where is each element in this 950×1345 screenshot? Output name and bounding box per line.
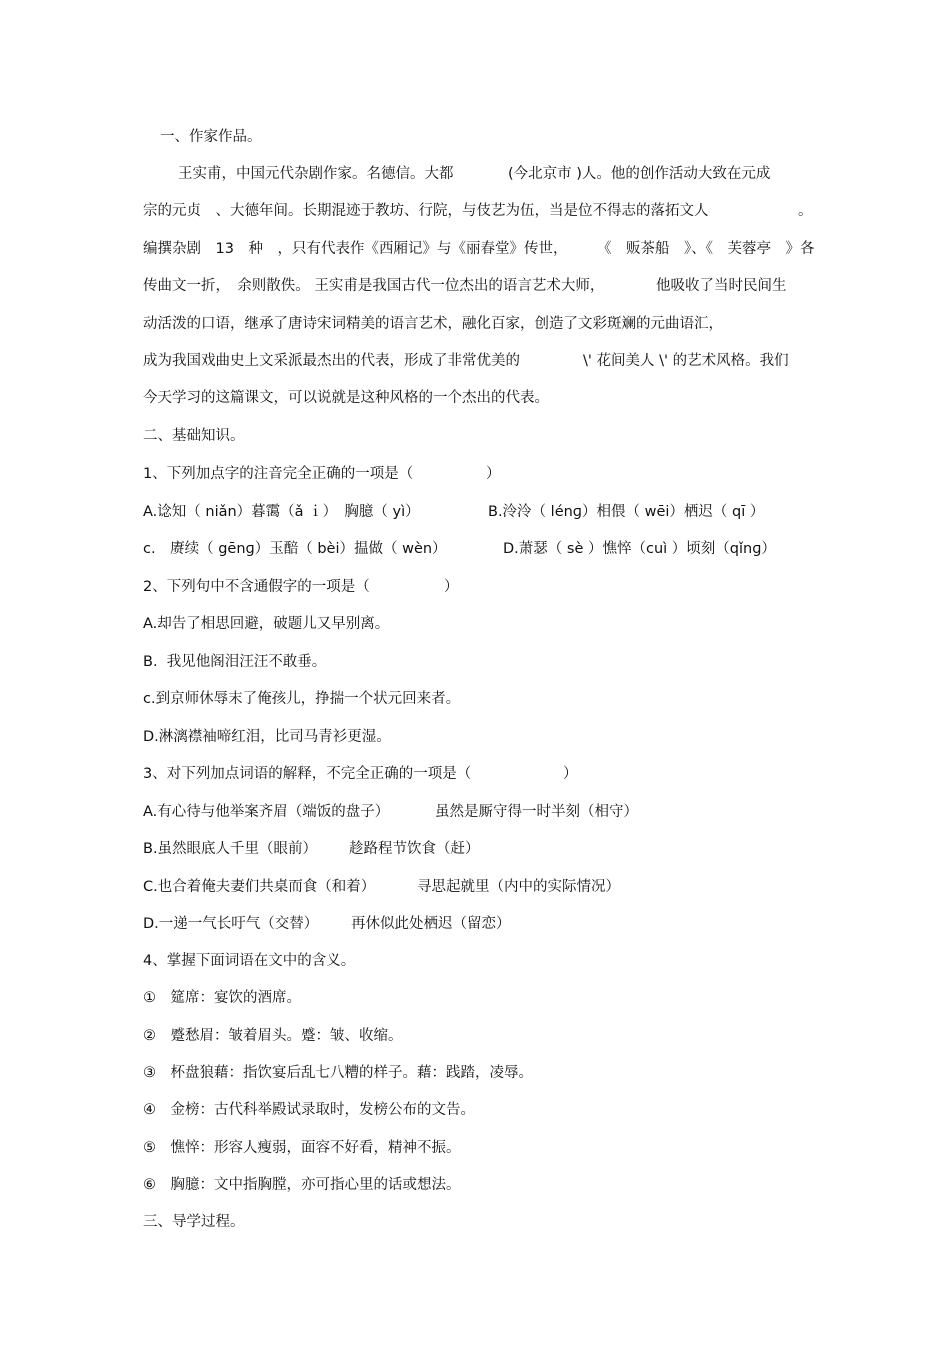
bio-text: 传曲文一折， 余则散佚。 王实甫是我国古代一位杰出的语言艺术大师， (143, 278, 605, 294)
option-a: A.却告了相思回避，破题儿又早别离。 (143, 616, 390, 632)
bio-text: 。 (798, 203, 813, 219)
bio-text: 宗的元贞 、大德年间。长期混迹于教坊、行院，与伎艺为伍，当是位不得志的落拓文人 (143, 203, 709, 219)
vocab-item: ⑤ 憔悴：形容人瘦弱，面容不好看，精神不振。 (143, 1140, 461, 1156)
vocab-item: ① 筵席：宴饮的酒席。 (143, 990, 301, 1006)
option-b: B.泠泠（ lénɡ）相偎（ wēi）栖迟（ qī ） (488, 504, 765, 520)
option-d: D.萧瑟（ sè ）憔悴（cuì ）顷刻（qǐnɡ） (503, 541, 776, 557)
vocab-item: ③ 杯盘狼藉：指饮宴后乱七八糟的样子。藉：践踏，凌辱。 (143, 1065, 533, 1081)
answer-paren: ） (444, 579, 459, 595)
option-a-second: 虽然是厮守得一时半刻（相守） (435, 804, 638, 820)
question-stem: 2、下列句中不含通假字的一项是（ (143, 579, 370, 595)
option-c: C.也合着俺夫妻们共桌而食（和着） (143, 879, 376, 895)
vocab-item: ② 蹙愁眉：皱着眉头。蹙：皱、收缩。 (143, 1028, 403, 1044)
option-d: D.淋漓襟袖啼红泪，比司马青衫更湿。 (143, 729, 391, 745)
bio-text: 成为我国戏曲史上文采派最杰出的代表，形成了非常优美的 (143, 353, 520, 369)
option-a: A.有心待与他举案齐眉（端饭的盘子） (143, 804, 390, 820)
bio-text: 今天学习的这篇课文，可以说就是这种风格的一个杰出的代表。 (143, 390, 549, 406)
question-stem: 3、对下列加点词语的解释，不完全正确的一项是（ (143, 766, 472, 782)
option-b-second: 趁路程节饮食（赶） (349, 841, 480, 857)
option-c-second: 寻思起就里（内中的实际情况） (417, 879, 620, 895)
answer-paren: ） (486, 466, 501, 482)
bio-text: (今北京市 )人。他的创作活动大致在元成 (508, 166, 771, 182)
bio-text: \' 花间美人 \' 的艺术风格。我们 (583, 353, 789, 369)
answer-paren: ） (563, 766, 578, 782)
option-d-second: 再休似此处栖迟（留恋） (351, 916, 511, 932)
bio-text: 王实甫，中国元代杂剧作家。名德信。大都 (178, 166, 454, 182)
vocab-item: ④ 金榜：古代科举殿试录取时，发榜公布的文告。 (143, 1102, 475, 1118)
vocab-item: ⑥ 胸臆：文中指胸膛，亦可指心里的话或想法。 (143, 1177, 461, 1193)
question-stem: 1、下列加点字的注音完全正确的一项是（ (143, 466, 414, 482)
option-d: D.一递一气长吁气（交替） (143, 916, 319, 932)
question-stem: 4、掌握下面词语在文中的含义。 (143, 953, 356, 969)
option-b: B.虽然眼底人千里（眼前） (143, 841, 318, 857)
option-a: A.谂知（ niǎn）暮霭（ǎ ｉ） 胸臆（ yì） (143, 504, 420, 520)
option-b: B. 我见他阁泪汪汪不敢垂。 (143, 654, 327, 670)
section-heading-process: 三、导学过程。 (143, 1214, 245, 1230)
bio-text: 编撰杂剧 13 种 ，只有代表作《西厢记》与《丽春堂》传世， (143, 241, 568, 257)
bio-text: 动活泼的口语，继承了唐诗宋词精美的语言艺术，融化百家，创造了文彩斑斓的元曲语汇， (143, 316, 723, 332)
section-heading-authors: 一、作家作品。 (160, 129, 262, 145)
option-c: c. 赓续（ gēnɡ）玉醅（ bèi）揾做（ wèn） (143, 541, 447, 557)
bio-text: 《 贩茶船 》、《 芙蓉亭 》各 (597, 241, 815, 257)
bio-text: 他吸收了当时民间生 (656, 278, 787, 294)
option-c: c.到京师休辱末了俺孩儿，挣揣一个状元回来者。 (143, 691, 461, 707)
section-heading-basics: 二、基础知识。 (143, 428, 245, 444)
